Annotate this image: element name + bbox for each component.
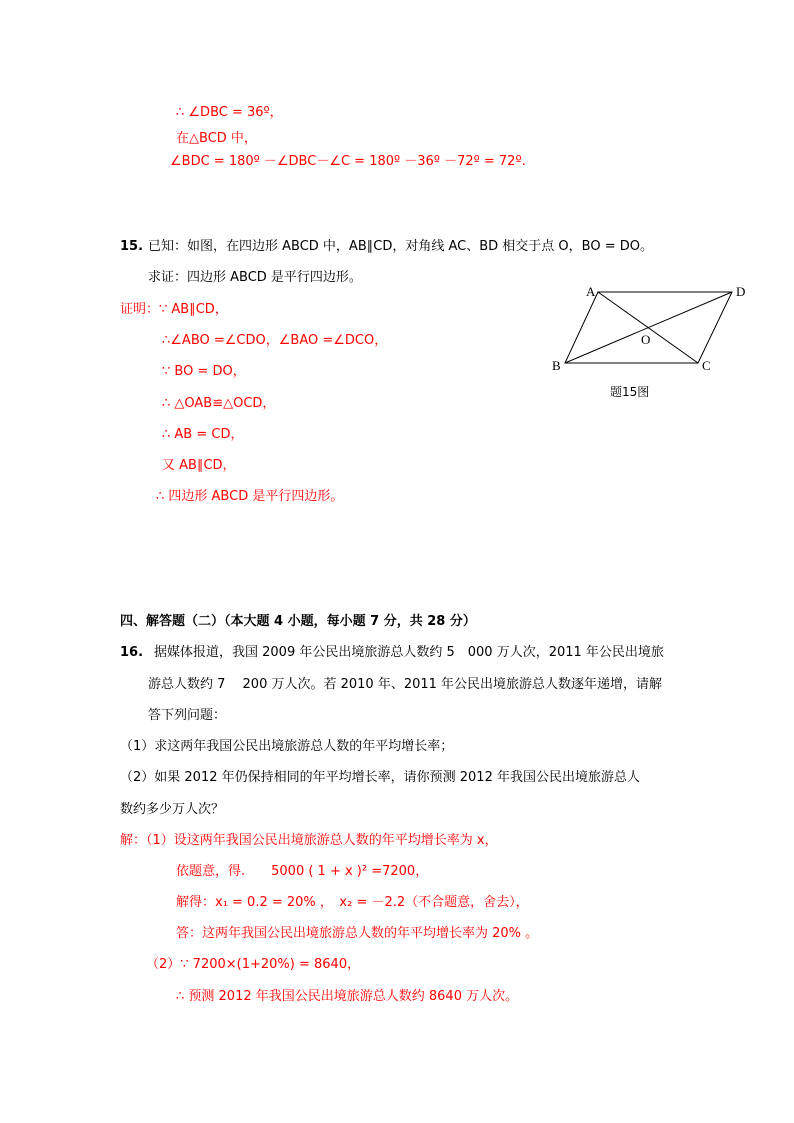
diagonal-bd [565, 292, 732, 363]
label-o: O [641, 332, 651, 347]
proof-line: ∴ AB = CD， [162, 427, 244, 442]
solution-line: ∠BDC = 180º －∠DBC－∠C = 180º －36º －72º = 72º. [170, 154, 526, 169]
proof-line: ∴ △OAB≌△OCD， [162, 396, 276, 411]
proof-line: ∴∠ABO =∠CDO，∠BAO =∠DCO， [162, 333, 388, 348]
question-text: （2）如果 2012 年仍保持相同的年平均增长率，请你预测 2012 年我国公民出境旅游总人 [120, 770, 640, 785]
question-text: 数约多少万人次？ [120, 802, 225, 817]
proof-line: ∴ 四边形 ABCD 是平行四边形。 [156, 489, 344, 504]
question-text: 据媒体报道，我国 2009 年公民出境旅游总人数约 5 000 万人次，2011 年公民出境旅 [154, 645, 664, 660]
proof-line: ∵ BO = DO， [162, 364, 246, 379]
question-number: 16. [120, 645, 144, 660]
solution-line: 解：（1）设这两年我国公民出境旅游总人数的年平均增长率为 x， [120, 833, 498, 848]
solution-line: ∴ 预测 2012 年我国公民出境旅游总人数约 8640 万人次。 [176, 989, 519, 1004]
solution-line: ∴ ∠DBC = 36º， [176, 105, 283, 120]
question-text: 游总人数约 7 200 万人次。若 2010 年、2011 年公民出境旅游总人数逐年递增，请解 [148, 677, 663, 692]
question-given: 已知：如图，在四边形 ABCD 中，AB∥CD，对角线 AC、BD 相交于点 O，BO = DO。 [148, 239, 653, 254]
proof-line: 又 AB∥CD， [162, 458, 236, 473]
solution-line: 在△BCD 中， [176, 131, 257, 146]
label-b: B [552, 358, 561, 373]
question-prove: 求证：四边形 ABCD 是平行四边形。 [148, 270, 362, 285]
question-number: 15. [120, 239, 144, 254]
label-c: C [702, 358, 711, 373]
solution-line: 答：这两年我国公民出境旅游总人数的年平均增长率为 20% 。 [176, 926, 539, 941]
question-text: （1）求这两年我国公民出境旅游总人数的年平均增长率； [120, 739, 454, 754]
solution-line: 依题意，得. 5000 ( 1 + x )² =7200， [176, 864, 429, 879]
solution-line: （2）∵ 7200×(1+20%) = 8640， [146, 957, 361, 972]
label-a: A [586, 284, 596, 299]
proof-line: 证明：∵ AB∥CD， [120, 302, 228, 317]
figure-caption: 题15图 [610, 385, 650, 399]
question-text: 答下列问题： [148, 708, 227, 723]
solution-line: 解得：x₁ = 0.2 = 20% ， x₂ = －2.2（不合题意，舍去）， [176, 895, 529, 910]
label-d: D [736, 284, 746, 299]
section-heading: 四、解答题（二）（本大题 4 小题，每小题 7 分，共 28 分） [120, 614, 476, 629]
